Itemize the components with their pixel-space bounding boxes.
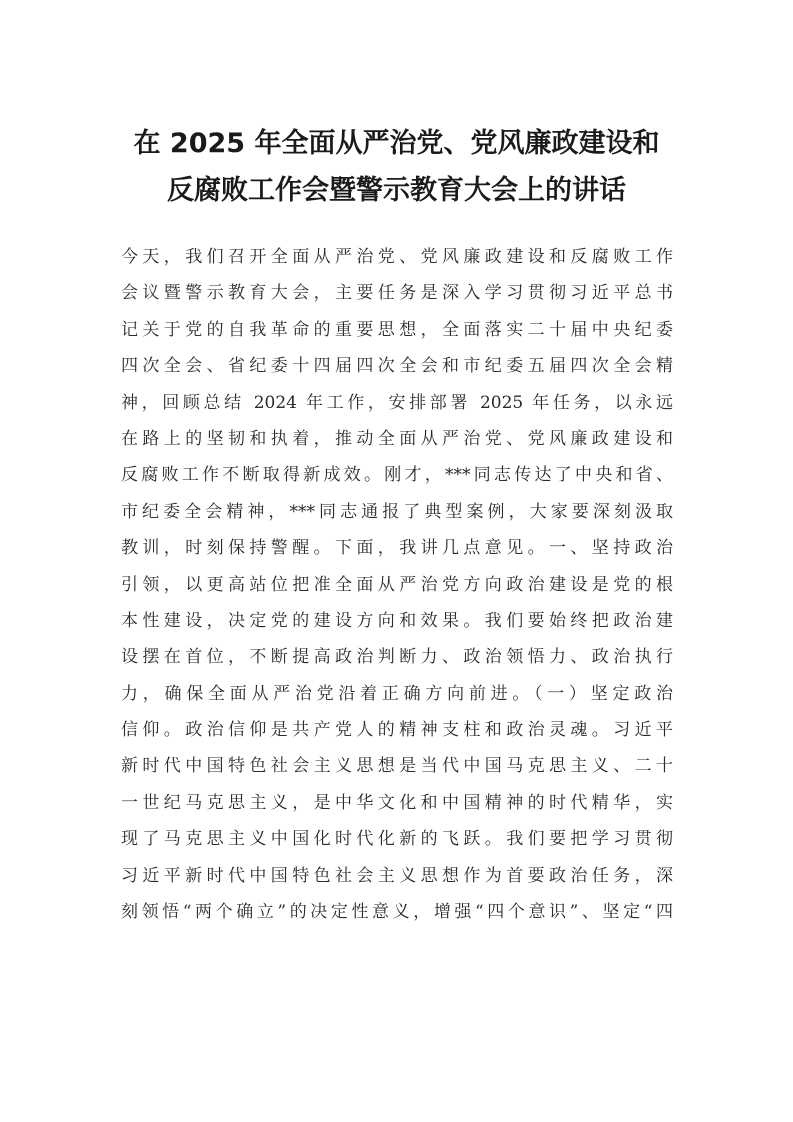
body-line: 力，确保全面从严治党沿着正确方向前进。（一）坚定政治	[121, 683, 673, 704]
body-line: 记关于党的自我革命的重要思想，全面落实二十届中央纪委	[121, 319, 673, 340]
body-line: 刻领悟“两个确立”的决定性意义，增强“四个意识”、坚定“四	[121, 902, 673, 923]
body-line: 习近平新时代中国特色社会主义思想作为首要政治任务，深	[121, 865, 673, 886]
body-line: 设摆在首位，不断提高政治判断力、政治领悟力、政治执行	[121, 647, 673, 668]
body-line: 会议暨警示教育大会，主要任务是深入学习贯彻习近平总书	[121, 283, 673, 304]
body-line: 现了马克思主义中国化时代化新的飞跃。我们要把学习贯彻	[121, 829, 673, 850]
body-line: 市纪委全会精神，***同志通报了典型案例，大家要深刻汲取	[121, 501, 673, 522]
body-line: 神，回顾总结 2024 年工作，安排部署 2025 年任务，以永远	[121, 392, 673, 413]
body-line: 新时代中国特色社会主义思想是当代中国马克思主义、二十	[121, 756, 673, 777]
body-line: 四次全会、省纪委十四届四次全会和市纪委五届四次全会精	[121, 356, 673, 377]
body-line: 反腐败工作不断取得新成效。刚才，***同志传达了中央和省、	[121, 465, 673, 486]
body-line: 信仰。政治信仰是共产党人的精神支柱和政治灵魂。习近平	[121, 720, 673, 741]
body-line: 一世纪马克思主义，是中华文化和中国精神的时代精华，实	[121, 792, 673, 813]
document-body	[121, 239, 673, 930]
body-line: 教训，时刻保持警醒。下面，我讲几点意见。一、坚持政治	[121, 538, 673, 559]
body-line: 在路上的坚韧和执着，推动全面从严治党、党风廉政建设和	[121, 428, 673, 449]
document-title-line-2: 反腐败工作会暨警示教育大会上的讲话	[167, 175, 626, 206]
body-line: 本性建设，决定党的建设方向和效果。我们要始终把政治建	[121, 610, 673, 631]
body-line: 引领，以更高站位把准全面从严治党方向政治建设是党的根	[121, 574, 673, 595]
document-title-line-1: 在 2025 年全面从严治党、党风廉政建设和	[133, 128, 660, 159]
body-line: 今天，我们召开全面从严治党、党风廉政建设和反腐败工作	[121, 247, 673, 267]
